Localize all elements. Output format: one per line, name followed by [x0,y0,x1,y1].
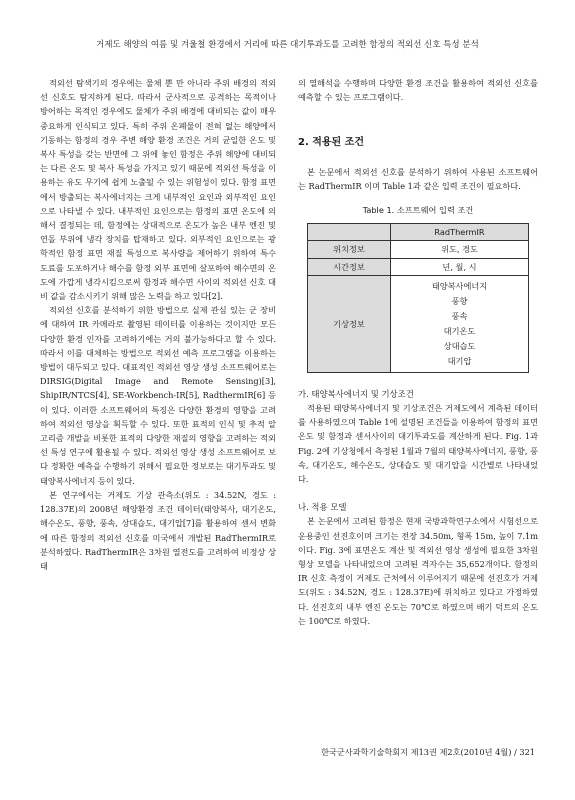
running-header: 거제도 해양의 여름 및 겨울철 환경에서 거리에 따른 대기투과도를 고려한 함정의 적외선 신호 특성 분석 [96,39,479,49]
weather-item: 태양복사에너지 [431,280,488,291]
subsection-title: 나. 적용 모델 [298,502,347,513]
table-corner-cell [308,224,391,241]
table-header-row [308,224,529,241]
row-label-location: 위치정보 [308,241,391,258]
weather-item: 대기온도 [443,325,476,336]
weather-item: 대기압 [447,355,472,366]
weather-item: 풍향 [451,295,468,306]
table-row [308,258,529,275]
weather-item: 상대습도 [443,340,476,351]
table-header-cell: RadThermIR [391,224,529,241]
input-conditions-table [307,223,529,373]
left-column [40,76,276,573]
body-paragraph: 본 논문에서 적외선 신호를 분석하기 위하여 사용된 소프트웨어는 RadThermIR 이며 Table 1과 같은 입력 조건이 필요하다. [298,166,538,191]
right-column [298,76,538,628]
row-value: 위도, 경도 [391,241,529,258]
section-title: 2. 적용된 조건 [298,137,365,149]
body-paragraph: 본 연구에서는 거제도 기상 관측소(위도 : 34.52N, 경도 : 128.37E)의 2008년 해양환경 조건 데이터(태양복사, 대기온도, 해수온도, 풍향, 풍속, 상대습도, 대기압[7]를 활용하여 센서 변화에 따른 함정의 적외선 신호를 미국에서 개발된 RadThermIR로 분석하였다. RadThermIR은 3차원 열전도를 고려하여 비정상 상태 [40,489,276,571]
body-paragraph: 의 열해석을 수행하며 다양한 환경 조건을 활용하여 적외선 신호를 예측할 수 있는 프로그램이다. [298,78,538,103]
table-caption: Table 1. 소프트웨어 입력 조건 [362,205,474,216]
body-paragraph: 본 논문에서 고려된 함정은 현재 국방과학연구소에서 시험선으로 운용중인 선진호이며 크기는 전장 34.50m, 형폭 15m, 높이 7.1m이다. Fig. 3에 표면온도 계산 및 적외선 영상 생성에 필요한 3차원 형상 모델을 나타내었으며 고려된 격자수는 35,652개이다. 함정의 IR 신호 측정이 거제도 근처에서 이루어지기 때문에 선진호가 거제도(위도 : 34.52N, 경도 : 128.37E)에 위치하고 있다고 가정하였다. 선진호의 내부 엔진 온도는 70℃로 하였으며 배기 덕트의 온도는 100℃로 하였다. [298,516,538,626]
row-value-list [391,275,529,372]
table-row [308,275,529,372]
subsection-title: 가. 태양복사에너지 및 기상조건 [298,388,414,399]
page-footer: 한국군사과학기술학회지 제13권 제2호(2010년 4월) / 321 [321,747,535,757]
row-value: 년, 월, 시 [391,258,529,275]
body-paragraph: 적외선 신호를 분석하기 위한 방법으로 실제 관심 있는 군 장비에 대하여 IR 카메라로 촬영된 데이터를 이용하는 것이지만 모든 다양한 환경 인자를 고려하기에는 거의 불가능하다고 할 수 있다. 따라서 이를 대체하는 방법으로 적외선 예측 프로그램을 이용하는 방법이 대두되고 있다. 대표적인 적외선 영상 생성 소프트웨어로는 DIRSIG(Digital Image and Remote Sensing)[3], ShipIR/NTCS[4], SE-Workbench-IR[5], RadthermIR[6] 등이 있다. 이러한 소프트웨어의 특징은 다양한 환경의 영향을 고려하여 적외선 영상을 획득할 수 있다. 또한 표적의 인식 및 추적 알고리즘 개발을 비롯한 표적의 다양한 재질의 영향을 고려하는 적외선 특성 연구에 활용될 수 있다. 적외선 영상 생성 소프트웨어로 보다 정확한 예측을 수행하기 위해서 필요한 정보로는 대기투과도 및 태양복사에너지 등이 있다. [40,305,276,486]
body-paragraph: 적용된 태양복사에너지 및 기상조건은 거제도에서 계측된 데이터를 사용하였으며 Table 1에 설명된 조건들을 이용하여 함정의 표면온도 및 함정과 센서사이의 대기투과도를 계산하게 된다. Fig. 1과 Fig. 2에 기상청에서 측정된 1월과 7월의 태양복사에너지, 풍향, 풍속, 대기온도, 해수온도, 상대습도 및 대기압을 시간별로 나타내었다. [298,403,538,485]
weather-item: 풍속 [451,310,468,321]
row-label-time: 시간정보 [308,258,391,275]
row-label-weather: 기상정보 [308,275,391,372]
body-paragraph: 적외선 탐색기의 경우에는 물체 뿐 만 아니라 주위 배경의 적외선 신호도 탐지하게 된다. 따라서 군사적으로 공격하는 목적이나 방어하는 목적인 경우에도 물체가 주위 배경에 대비되는 값이 매우 중요하게 인식되고 있다. 특히 주위 온폐물이 전혀 없는 해양에서 기동하는 함정의 경우 주변 해양 환경 조건은 거의 균일한 온도 및 복사 특성을 갖는 반면에 그 위에 놓인 함정은 주위 해양에 대비되는 다른 온도 및 복사 특성을 가지고 있기 때문에 적외선 특성을 이용하는 유도 무기에 쉽게 노출될 수 있는 위험성이 있다. 함정 표면에서 방출되는 복사에너지는 크게 내부적인 요인과 외부적인 요인으로 나타낼 수 있다. 내부적인 요인으로는 함정의 표면 온도에 의해서 결정되는 데, 함정에는 상대적으로 온도가 높은 내부 엔진 및 연돌 부위에 냉각 장치를 탑재하고 있다. 외부적인 요인으로는 광학적인 함정 표면 재질 특성으로 복사량을 제어하기 위하여 특수 도료를 도포하거나 해수를 함정 외부 표면에 살포하여 해수면의 온도에 가깝게 냉각시킴으로써 함정과 해수면 사이의 적외선 신호 대비 값을 감소시키기 위해 많은 노력을 하고 있다[2]. [40,78,276,302]
table-row [308,241,529,258]
